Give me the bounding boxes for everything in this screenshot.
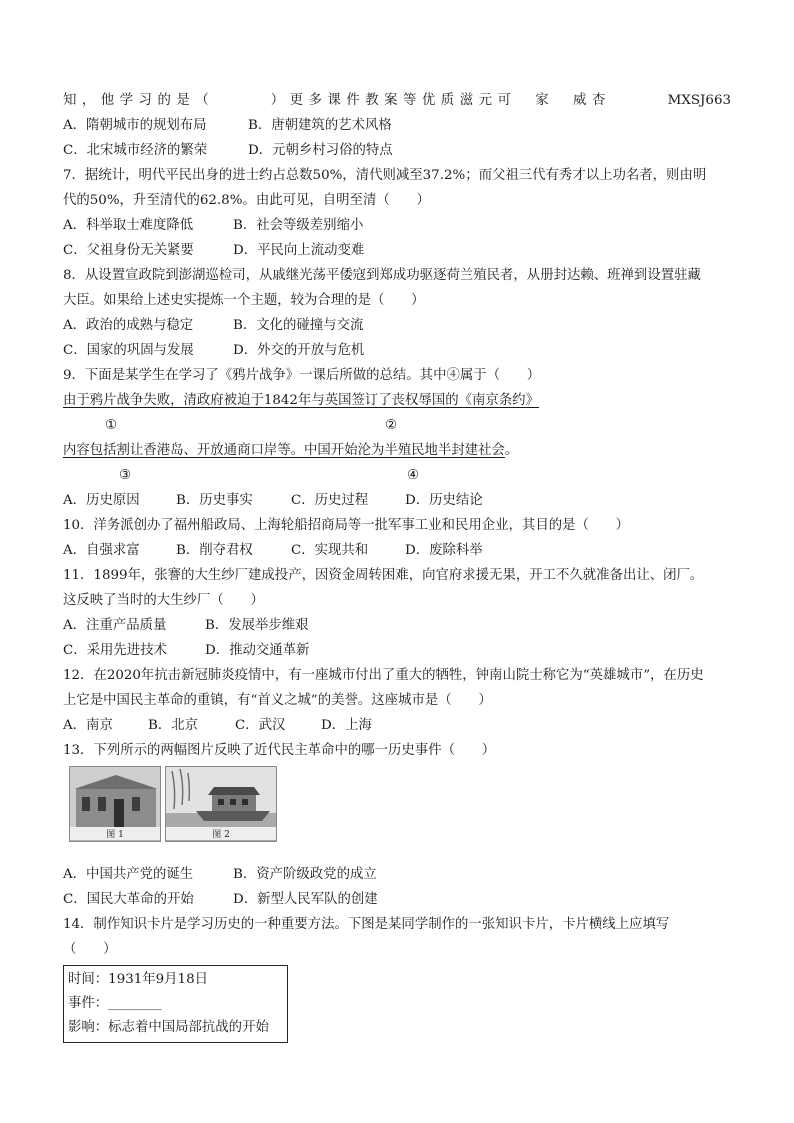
header-line	[63, 88, 731, 113]
knowledge-card	[63, 965, 288, 1043]
q13-options-row-1	[63, 862, 731, 887]
q9-marker-2: ②	[385, 418, 398, 433]
card-event[interactable]: 事件：________	[68, 996, 162, 1011]
q10-option-b[interactable]: B．削夺君权	[176, 543, 253, 558]
q14-stem-line-1: 14．制作知识卡片是学习历史的一种重要方法。下图是某同学制作的一张知识卡片，卡片横线上应填写	[63, 917, 670, 932]
q11-option-a[interactable]: A．注重产品质量	[63, 618, 167, 633]
q13-stem: 13．下列所示的两幅图片反映了近代民主革命中的哪一历史事件（ ）	[63, 743, 496, 758]
q12-options	[63, 713, 731, 738]
q8-stem-line-2: 大臣。如果给上述史实提炼一个主题，较为合理的是（ ）	[63, 293, 425, 308]
q13-figures	[69, 766, 731, 858]
q6-option-a[interactable]: A．隋朝城市的规划布局	[63, 118, 207, 133]
q11-options-row-2	[63, 638, 731, 663]
q10-option-a[interactable]: A．自强求富	[63, 543, 140, 558]
q9-segment-3: 内容包括割让香港岛、开放通商口岸等。	[63, 443, 305, 458]
q9-summary-line-1	[63, 388, 731, 413]
q9-markers-row-2	[63, 463, 731, 488]
q13-figure-1-caption: 图 1	[70, 827, 160, 840]
q13-figure-2-photo	[165, 766, 277, 842]
q7-option-b[interactable]: B．社会等级差别缩小	[233, 218, 364, 233]
q10-option-c[interactable]: C．实现共和	[291, 543, 369, 558]
q8-option-a[interactable]: A．政治的成熟与稳定	[63, 318, 194, 333]
q11-option-d[interactable]: D．推动交通革新	[205, 643, 310, 658]
q12-option-c[interactable]: C．武汉	[235, 718, 286, 733]
card-time: 时间：1931年9月18日	[68, 972, 208, 987]
q13-option-a[interactable]: A．中国共产党的诞生	[63, 867, 194, 882]
q11-stem-line-2: 这反映了当时的大生纱厂（ ）	[63, 593, 264, 608]
q13-option-d[interactable]: D．新型人民军队的创建	[233, 892, 378, 907]
q12-stem-line-2: 上它是中国民主革命的重镇，有“首义之城”的美誉。这座城市是（ ）	[63, 693, 492, 708]
q13-option-b[interactable]: B．资产阶级政党的成立	[233, 867, 377, 882]
exam-page	[63, 88, 731, 1043]
watermark-code: MXSJ663	[667, 93, 731, 108]
q9-segment-2: 清政府被迫于1842年与英国签订了丧权辱国的《南京条约》	[183, 393, 539, 408]
q6-stem-tail: 知，他学习的是（ ）更多课件教案等优质滋元可 家 威杏	[63, 93, 611, 108]
q12-option-a[interactable]: A．南京	[63, 718, 113, 733]
q6-option-b[interactable]: B．唐朝建筑的艺术风格	[248, 118, 392, 133]
q12-stem-line-1: 12．在2020年抗击新冠肺炎疫情中，有一座城市付出了重大的牺牲，钟南山院士称它为“英雄城市”，在历史	[63, 668, 704, 683]
q12-option-b[interactable]: B．北京	[148, 718, 199, 733]
q7-options-row-2	[63, 238, 731, 263]
q13-figure-2-caption: 图 2	[166, 827, 276, 840]
q7-stem-line-1: 7．据统计，明代平民出身的进士约占总数50%，清代则减至37.2%；而父祖三代有秀才以上功名者，则由明	[63, 168, 707, 183]
q6-option-c[interactable]: C．北宋城市经济的繁荣	[63, 143, 208, 158]
q13-option-c[interactable]: C．国民大革命的开始	[63, 892, 194, 907]
q9-summary-line-2	[63, 438, 731, 463]
q13-options-row-2	[63, 887, 731, 912]
q11-stem-line-1: 11．1899年，张謇的大生纱厂建成投产，因资金周转困难，向官府求援无果，开工不久就准备出让、闭厂。	[63, 568, 704, 583]
q9-segment-tail: 。	[504, 443, 519, 458]
q11-option-c[interactable]: C．采用先进技术	[63, 643, 167, 658]
q10-option-d[interactable]: D．废除科举	[405, 543, 483, 558]
card-impact: 影响：标志着中国局部抗战的开始	[68, 1020, 269, 1035]
q12-option-d[interactable]: D．上海	[321, 718, 372, 733]
q7-option-c[interactable]: C．父祖身份无关紧要	[63, 243, 194, 258]
q9-markers-row-1	[63, 413, 731, 438]
q14-stem-line-2: （ ）	[63, 942, 117, 957]
q9-marker-1: ①	[105, 418, 118, 433]
q8-options-row-2	[63, 338, 731, 363]
q8-option-b[interactable]: B．文化的碰撞与交流	[233, 318, 364, 333]
q8-option-d[interactable]: D．外交的开放与危机	[233, 343, 365, 358]
q11-option-b[interactable]: B．发展举步维艰	[205, 618, 309, 633]
q9-option-d[interactable]: D．历史结论	[405, 493, 483, 508]
q10-options	[63, 538, 731, 563]
q7-option-a[interactable]: A．科举取士难度降低	[63, 218, 194, 233]
q13-figure-1-photo	[69, 766, 161, 842]
q9-option-c[interactable]: C．历史过程	[291, 493, 369, 508]
q9-segment-4: 中国开始沦为半殖民地半封建社会	[304, 443, 505, 458]
q9-marker-4: ④	[407, 468, 420, 483]
q6-options-row-2	[63, 138, 731, 163]
q9-segment-1: 由于鸦片战争失败，	[63, 393, 184, 408]
q11-options-row-1	[63, 613, 731, 638]
q8-stem-line-1: 8．从设置宣政院到澎湖巡检司，从戚继光荡平倭寇到郑成功驱逐荷兰殖民者，从册封达赖、班禅到设置驻藏	[63, 268, 701, 283]
q9-options	[63, 488, 731, 513]
q9-marker-3: ③	[119, 468, 132, 483]
q9-stem: 9．下面是某学生在学习了《鸦片战争》一课后所做的总结。其中④属于（ ）	[63, 368, 541, 383]
q8-option-c[interactable]: C．国家的巩固与发展	[63, 343, 194, 358]
q6-options-row-1	[63, 113, 731, 138]
q6-option-d[interactable]: D．元朝乡村习俗的特点	[248, 143, 393, 158]
q7-stem-line-2: 代的50%，升至清代的62.8%。由此可见，自明至清（ ）	[63, 193, 430, 208]
q9-option-a[interactable]: A．历史原因	[63, 493, 140, 508]
q7-options-row-1	[63, 213, 731, 238]
q9-option-b[interactable]: B．历史事实	[176, 493, 253, 508]
q10-stem: 10．洋务派创办了福州船政局、上海轮船招商局等一批军事工业和民用企业，其目的是（ ）	[63, 518, 630, 533]
q7-option-d[interactable]: D．平民向上流动变难	[233, 243, 365, 258]
q8-options-row-1	[63, 313, 731, 338]
